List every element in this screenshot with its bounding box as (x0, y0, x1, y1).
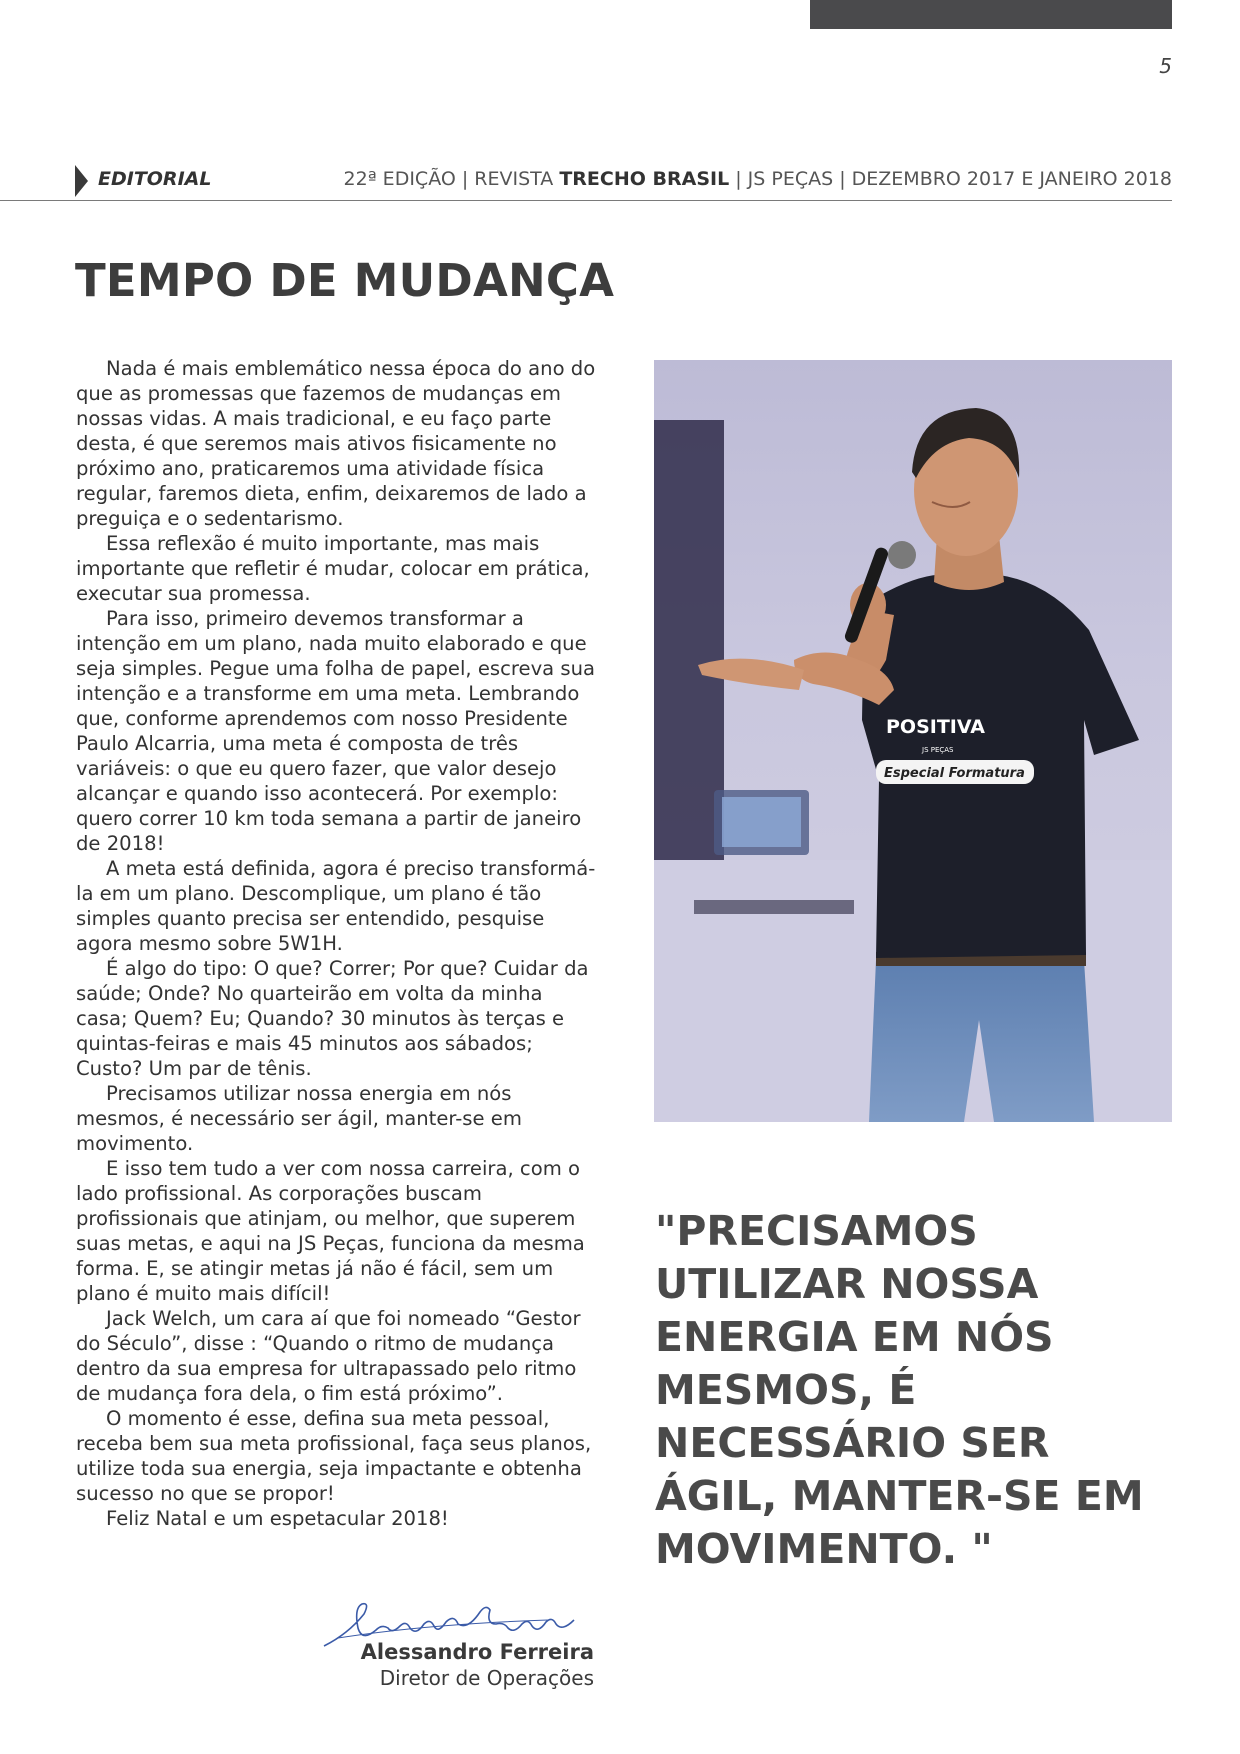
shirt-print-special: Especial Formatura (884, 766, 1025, 781)
paragraph: Precisamos utilizar nossa energia em nós mesmos, é necessário ser ágil, manter-se em movimento. (76, 1082, 522, 1155)
shirt-print-brand: JS PEÇAS (922, 746, 954, 754)
paragraph: Essa reflexão é muito importante, mas mais importante que refletir é mudar, colocar em prática, executar sua promessa. (76, 532, 590, 605)
paragraph: O momento é esse, defina sua meta pessoal, receba bem sua meta profissional, faça seus planos, utilize toda sua energia, seja impactante e obtenha sucesso no que se propor! (76, 1407, 592, 1505)
edition-suffix: | JS PEÇAS | DEZEMBRO 2017 E JANEIRO 2018 (729, 168, 1172, 190)
page-number: 5 (1159, 54, 1172, 78)
paragraph: A meta está definida, agora é preciso transformá-la em um plano. Descomplique, um plano é tão simples quanto precisa ser entendido, pesquise agora mesmo sobre 5W1H. (76, 857, 596, 955)
paragraph: Jack Welch, um cara aí que foi nomeado “Gestor do Século”, disse : “Quando o ritmo de mudança dentro da sua empresa for ultrapassado pelo ritmo de mudança fora dela, o fim está próximo”. (76, 1307, 581, 1405)
speaker-illustration (654, 360, 1172, 1122)
shirt-print-positiva: POSITIVA (886, 716, 985, 738)
edition-prefix: 22ª EDIÇÃO | REVISTA (343, 168, 560, 190)
paragraph: E isso tem tudo a ver com nossa carreira, com o lado profissional. As corporações buscam profissionais que atinjam, ou melhor, que superem suas metas, e aqui na JS Peças, funciona da mesma forma. E, se atingir metas já não é fácil, sem um plano é muito mais difícil! (76, 1157, 585, 1305)
pull-quote: "PRECISAMOS UTILIZAR NOSSA ENERGIA EM NÓS MESMOS, É NECESSÁRIO SER ÁGIL, MANTER-SE EM MOVIMENTO. " (655, 1207, 1144, 1573)
paragraph: É algo do tipo: O que? Correr; Por que? Cuidar da saúde; Onde? No quarteirão em volta da minha casa; Quem? Eu; Quando? 30 minutos às terças e quintas-feiras e mais 45 minutos aos sábados; Custo? Um par de tênis. (76, 957, 589, 1080)
paragraph: Feliz Natal e um espetacular 2018! (106, 1507, 449, 1530)
edition-info (344, 168, 1172, 190)
paragraph: Nada é mais emblemático nessa época do ano do que as promessas que fazemos de mudanças em nossas vidas. A mais tradicional, e eu faço parte desta, é que seremos mais ativos fisicamente no próximo ano, praticaremos uma atividade física regular, faremos dieta, enfim, deixaremos de lado a preguiça e o sedentarismo. (76, 357, 596, 530)
article-body (76, 356, 596, 1531)
author-role: Diretor de Operações (379, 1666, 594, 1690)
author-name: Alessandro Ferreira (360, 1640, 594, 1664)
article-title: TEMPO DE MUDANÇA (75, 254, 615, 307)
section-label: EDITORIAL (98, 168, 212, 190)
author-photo (654, 360, 1172, 1122)
paragraph: Para isso, primeiro devemos transformar a intenção em um plano, nada muito elaborado e que seja simples. Pegue uma folha de papel, escreva sua intenção e a transforme em uma meta. Lembrando que, conforme aprendemos com nosso Presidente Paulo Alcarria, uma meta é composta de três variáveis: o que eu quero fazer, que valor desejo alcançar e quando isso acontecerá. Por exemplo: quero correr 10 km toda semana a partir de janeiro de 2018! (76, 607, 596, 855)
top-decorative-bar (810, 0, 1172, 29)
magazine-name: TRECHO BRASIL (559, 168, 730, 190)
page-header (0, 160, 1172, 201)
section-arrow-icon (75, 165, 88, 197)
